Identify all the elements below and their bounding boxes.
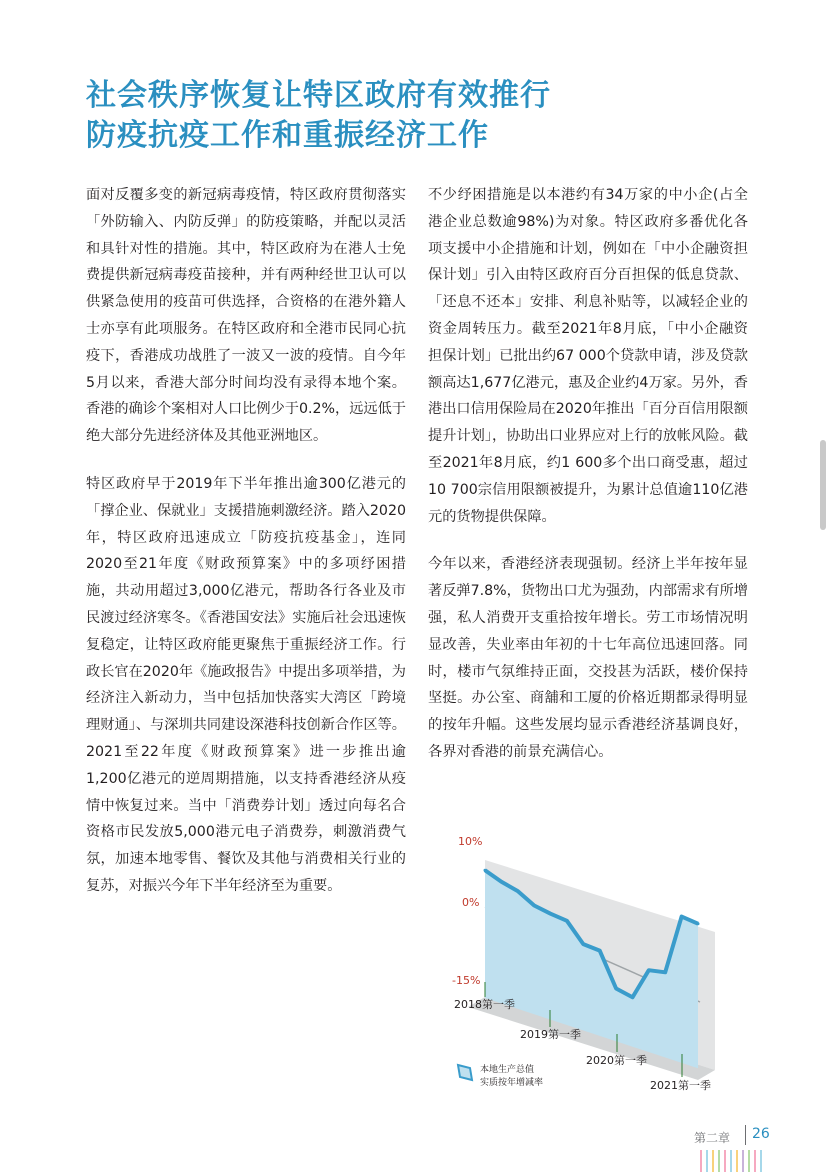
x-tick-label-2019: 2019第一季 — [520, 1028, 581, 1041]
y-tick-label-zero: 0% — [462, 896, 480, 909]
gdp-data-point-2020Q2 — [631, 996, 634, 999]
scrollbar-thumb[interactable] — [820, 440, 826, 530]
gdp-data-point-2018Q2 — [500, 880, 503, 883]
y-tick-label-top: 10% — [458, 835, 483, 848]
right-column — [428, 182, 748, 787]
gdp-data-point-2019Q3 — [582, 943, 585, 946]
heading-line-1: 社会秩序恢复让特区政府有效推行 — [86, 78, 551, 113]
gdp-data-point-2021Q2 — [697, 922, 700, 925]
legend-label-line-1: 本地生产总值 — [480, 1065, 535, 1075]
footer-page-number: 26 — [752, 1126, 770, 1142]
y-tick-label-bottom: -15% — [452, 974, 481, 987]
gdp-data-point-2020Q4 — [664, 971, 667, 974]
decorative-stripes — [700, 1150, 770, 1172]
left-paragraph-2: 特区政府早于2019年下半年推出逾300亿港元的「撑企业、保就业」支援措施刺激经济。踏入2020年，特区政府迅速成立「防疫抗疫基金」，连同2020至21年度《财政预算案》中的多项纾困措施，共动用超过3,000亿港元，帮助各行各业及市民渡过经济寒冬。《香港国安法》实施后社会迅速恢复稳定，让特区政府能更聚焦于重振经济工作。行政长官在2020年《施政报告》中提出多项举措，为经济注入新动力，当中包括加快落实大湾区「跨境理财通」、与深圳共同建设深港科技创新合作区等。2021至22年度《财政预算案》进一步推出逾1,200亿港元的逆周期措施，以支持香港经济从疫情中恢复过来。当中「消费券计划」透过向每名合资格市民发放5,000港元电子消费券，刺激消费气氛，加速本地零售、餐饮及其他与消费相关行业的复苏，对振兴今年下半年经济至为重要。 — [86, 475, 406, 894]
footer-chapter-label: 第二章 — [693, 1131, 730, 1145]
legend-label-line-2: 实质按年增减率 — [480, 1078, 544, 1088]
right-paragraph-2: 今年以来，香港经济表现强韧。经济上半年按年显著反弹7.8%，货物出口尤为强劲，内部需求有所增强，私人消费开支重拾按年增长。劳工市场情况明显改善，失业率由年初的十七年高位迅速回落。同时，楼市气氛维持正面，交投甚为活跃，楼价保持坚挺。办公室、商舖和工厦的价格近期都录得明显的按年升幅。这些发展均显示香港经济基调良好，各界对香港的前景充满信心。 — [428, 556, 748, 760]
x-tick-label-2018: 2018第一季 — [454, 998, 515, 1011]
gdp-chart — [440, 822, 740, 1102]
gdp-data-point-2020Q3 — [647, 969, 650, 972]
gdp-data-point-2018Q4 — [533, 904, 536, 907]
gdp-data-point-2018Q1 — [484, 869, 487, 872]
gdp-data-point-2019Q1 — [549, 912, 552, 915]
gdp-data-point-2018Q3 — [516, 890, 519, 893]
footer-separator — [745, 1125, 746, 1145]
gdp-chart-svg — [440, 822, 740, 1102]
left-column — [86, 182, 406, 921]
gdp-data-point-2021Q1 — [680, 915, 683, 918]
x-tick-label-2021: 2021第一季 — [650, 1079, 711, 1092]
gdp-data-point-2019Q2 — [565, 919, 568, 922]
legend-swatch — [458, 1065, 472, 1080]
gdp-data-point-2020Q1 — [615, 987, 618, 990]
heading-line-2: 防疫抗疫工作和重振经济工作 — [86, 118, 489, 153]
gdp-data-point-2019Q4 — [598, 949, 601, 952]
page-heading — [86, 76, 786, 156]
right-paragraph-1: 不少纾困措施是以本港约有34万家的中小企(占全港企业总数逾98%)为对象。特区政府多番优化各项支援中小企措施和计划，例如在「中小企融资担保计划」引入由特区政府百分百担保的低息贷款、「还息不还本」安排、利息补贴等，以减轻企业的资金周转压力。截至2021年8月底，「中小企融资担保计划」已批出约67 000个贷款申请，涉及贷款额高达1,677亿港元，惠及企业约4万家。另外，香港出口信用保险局在2020年推出「百分百信用限额提升计划」，协助出口业界应对上行的放帐风险。截至2021年8月底，约1 600多个出口商受惠，超过10 700宗信用限额被提升，为累计总值逾110亿港元的货物提供保障。 — [428, 187, 748, 525]
x-tick-label-2020: 2020第一季 — [586, 1054, 647, 1067]
left-paragraph-1: 面对反覆多变的新冠病毒疫情，特区政府贯彻落实「外防输入、内防反弹」的防疫策略，并配以灵活和具针对性的措施。其中，特区政府为在港人士免费提供新冠病毒疫苗接种，并有两种经世卫认可以供紧急使用的疫苗可供选择，合资格的在港外籍人士亦享有此项服务。在特区政府和全港市民同心抗疫下，香港成功战胜了一波又一波的疫情。自今年5月以来，香港大部分时间均没有录得本地个案。香港的确诊个案相对人口比例少于0.2%，远远低于绝大部分先进经济体及其他亚洲地区。 — [86, 187, 406, 445]
